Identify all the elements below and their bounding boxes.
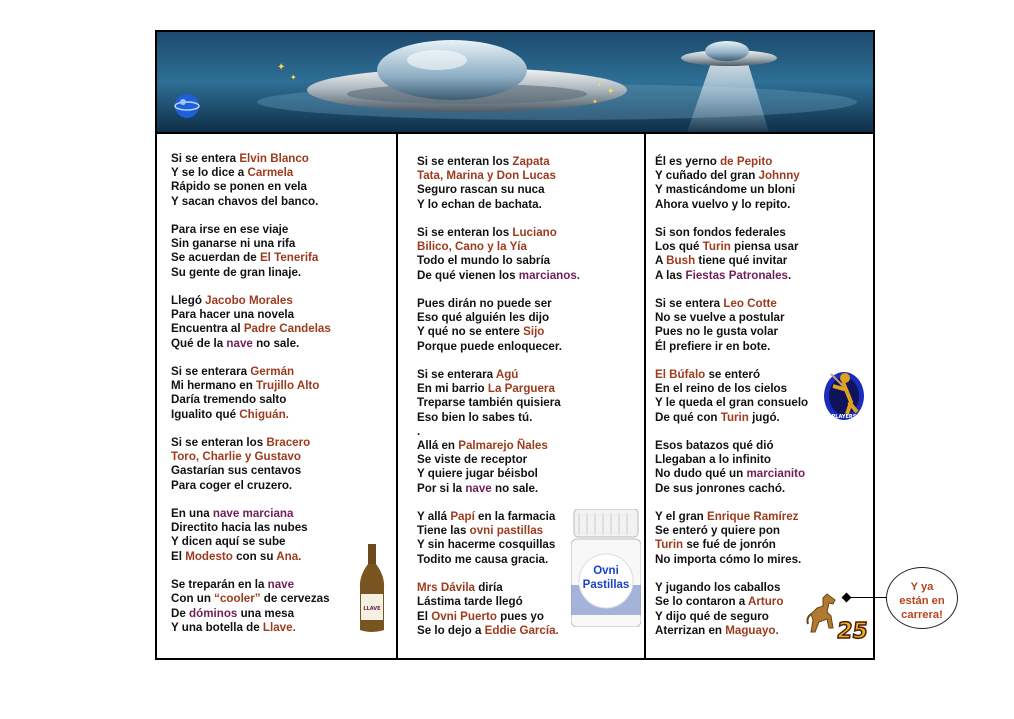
verse-text: Y sacan chavos del banco. bbox=[171, 194, 319, 208]
verse-text: De qué con bbox=[655, 410, 721, 424]
poem-line bbox=[171, 166, 331, 180]
poem-line bbox=[655, 553, 808, 567]
badge-line-2: están en bbox=[899, 595, 945, 607]
highlighted-name: Ana. bbox=[276, 549, 302, 563]
svg-text:✦: ✦ bbox=[290, 73, 297, 82]
poem-line bbox=[171, 507, 331, 521]
poem-line bbox=[655, 254, 808, 268]
verse-text: Y quiere jugar béisbol bbox=[417, 467, 538, 481]
poem-line bbox=[417, 212, 580, 226]
verse-text: Y dicen aquí se sube bbox=[171, 535, 286, 549]
poem-line bbox=[417, 368, 580, 382]
verse-text: Y jugando los caballos bbox=[655, 581, 781, 595]
highlighted-name: Padre Candelas bbox=[243, 322, 331, 336]
poem-line bbox=[417, 155, 580, 169]
verse-text: Y le queda el gran consuelo bbox=[655, 396, 809, 410]
svg-text:✦: ✦ bbox=[277, 62, 286, 73]
poem-line bbox=[171, 308, 331, 322]
highlighted-name: Bilico, Cano y la Yía bbox=[417, 240, 527, 254]
poem-line bbox=[171, 195, 331, 209]
poem-line bbox=[417, 524, 580, 538]
highlighted-name: nave bbox=[465, 481, 492, 495]
poem-line bbox=[655, 269, 808, 283]
verse-text: Llegó bbox=[171, 294, 206, 308]
verse-text: pues yo bbox=[496, 609, 544, 623]
verse-text: Él es yerno bbox=[655, 155, 721, 168]
poem-line bbox=[417, 297, 580, 311]
poem-line bbox=[171, 422, 331, 436]
poem-line bbox=[417, 183, 580, 197]
verse-text: Treparse también quisiera bbox=[417, 396, 561, 410]
poem-line bbox=[655, 482, 808, 496]
pill-label-2: Pastillas bbox=[582, 579, 630, 591]
verse-text: El bbox=[417, 609, 432, 623]
highlighted-name: Zapata bbox=[512, 155, 550, 168]
verse-text: se enteró bbox=[705, 368, 761, 382]
poem-line bbox=[655, 581, 808, 595]
svg-text:✦: ✦ bbox=[597, 82, 603, 89]
poem-line bbox=[171, 436, 331, 450]
poem-line bbox=[417, 425, 580, 439]
poem-line bbox=[655, 368, 808, 382]
highlighted-name: nave bbox=[267, 578, 295, 592]
verse-text: Pues no le gusta volar bbox=[655, 325, 779, 339]
verse-text: No importa cómo lo mires. bbox=[655, 552, 802, 566]
col1-verses bbox=[171, 152, 331, 635]
poem-line bbox=[417, 496, 580, 510]
poem-line bbox=[171, 337, 331, 351]
poem-line bbox=[655, 382, 808, 396]
poem-line bbox=[171, 393, 331, 407]
verse-text: de cervezas bbox=[260, 592, 330, 606]
poem-line bbox=[171, 493, 331, 507]
poem-line bbox=[171, 266, 331, 280]
verse-text: Eso qué alguién les dijo bbox=[417, 311, 550, 325]
highlighted-name: Papí bbox=[450, 510, 475, 524]
verse-text: . bbox=[417, 424, 421, 438]
verse-text: en la farmacia bbox=[474, 510, 556, 524]
verse-text: De sus jonrones cachó. bbox=[655, 481, 786, 495]
beer-bottle-icon bbox=[357, 544, 387, 634]
poem-line bbox=[171, 294, 331, 308]
verse-text: En el reino de los cielos bbox=[655, 382, 788, 396]
poem-line bbox=[171, 251, 331, 265]
poem-line bbox=[417, 567, 580, 581]
highlighted-name: Turin bbox=[702, 240, 731, 254]
poem-line bbox=[655, 538, 808, 552]
poem-line bbox=[417, 382, 580, 396]
highlighted-name: Mrs Dávila bbox=[417, 581, 475, 595]
poem-line bbox=[417, 581, 580, 595]
poem-line bbox=[417, 354, 580, 368]
verse-text: no sale. bbox=[252, 336, 300, 350]
poem-line bbox=[417, 411, 580, 425]
verse-text: Eso bien lo sabes tú. bbox=[417, 410, 533, 424]
poem-line bbox=[171, 408, 331, 422]
poem-line bbox=[655, 610, 808, 624]
highlighted-name: Germán bbox=[250, 365, 295, 379]
verse-text: Mi hermano en bbox=[171, 379, 257, 393]
pill-bottle bbox=[571, 509, 641, 627]
verse-text: tiene qué invitar bbox=[695, 254, 788, 268]
verse-text: Tiene las bbox=[417, 524, 470, 538]
verse-text: con su bbox=[232, 549, 277, 563]
highlighted-name: El Tenerifa bbox=[259, 251, 319, 265]
verse-text: Encuentra al bbox=[171, 322, 244, 336]
verse-text: Y cuñado del gran bbox=[655, 169, 759, 183]
highlighted-name: Luciano bbox=[512, 226, 557, 240]
badge-line-1: Y ya bbox=[910, 581, 934, 593]
highlighted-name: Bush bbox=[666, 254, 696, 268]
poem-page-frame bbox=[155, 30, 875, 660]
verse-text: Se treparán en la bbox=[171, 578, 268, 592]
poem-line bbox=[171, 223, 331, 237]
verse-text: Directito hacia las nubes bbox=[171, 521, 308, 535]
verse-text: Y el gran bbox=[655, 510, 707, 524]
verse-text: Y se lo dice a bbox=[171, 166, 248, 180]
verse-text: Para irse en ese viaje bbox=[171, 223, 289, 237]
svg-text:✦: ✦ bbox=[607, 87, 615, 97]
verse-text: Lástima tarde llegó bbox=[417, 595, 523, 609]
poem-line bbox=[417, 325, 580, 339]
poem-line bbox=[171, 280, 331, 294]
verse-text: Todito me causa gracia. bbox=[417, 552, 549, 566]
highlighted-name: Turin bbox=[655, 538, 684, 552]
col3-verses bbox=[655, 155, 808, 638]
highlighted-name: marcianito bbox=[746, 467, 806, 481]
poem-line bbox=[171, 322, 331, 336]
flying-saucer-banner bbox=[157, 32, 873, 134]
verse-text: Y una botella de bbox=[171, 620, 263, 634]
verse-text: Su gente de gran linaje. bbox=[171, 265, 302, 279]
highlighted-name: Ovni Puerto bbox=[431, 609, 497, 623]
verse-text: Por si la bbox=[417, 481, 466, 495]
highlighted-name: Toro, Charlie y Gustavo bbox=[171, 450, 301, 464]
poem-line bbox=[171, 607, 331, 621]
highlighted-name: Sijo bbox=[523, 325, 545, 339]
col2-verses bbox=[417, 155, 580, 638]
verse-text: Se lo dejo a bbox=[417, 623, 485, 637]
verse-text: Para hacer una novela bbox=[171, 308, 295, 322]
highlighted-name: Trujillo Alto bbox=[256, 379, 320, 393]
verse-text: No se vuelve a postular bbox=[655, 311, 785, 325]
poem-line bbox=[655, 311, 808, 325]
poem-line bbox=[417, 198, 580, 212]
poem-line bbox=[417, 396, 580, 410]
verse-text: De qué vienen los bbox=[417, 268, 519, 282]
poem-line bbox=[417, 240, 580, 254]
verse-text: El bbox=[171, 549, 186, 563]
poem-line bbox=[171, 592, 331, 606]
verse-text: Allá en bbox=[417, 439, 459, 453]
highlighted-name: Modesto bbox=[185, 549, 233, 563]
verse-text: no sale. bbox=[491, 481, 539, 495]
poem-line bbox=[655, 283, 808, 297]
verse-text: No dudo qué un bbox=[655, 467, 747, 481]
highlighted-name: Carmela bbox=[247, 166, 294, 180]
verse-text: se fué de jonrón bbox=[683, 538, 776, 552]
verse-text: Si son fondos federales bbox=[655, 226, 786, 240]
pill-label-1: Ovni bbox=[593, 565, 619, 577]
verse-text: Se viste de receptor bbox=[417, 453, 528, 467]
highlighted-name: Jacobo Morales bbox=[205, 294, 293, 308]
poem-line bbox=[655, 325, 808, 339]
highlighted-name: dóminos bbox=[189, 606, 238, 620]
highlighted-name: Llave. bbox=[262, 620, 296, 634]
highlighted-name: “cooler” bbox=[214, 592, 261, 606]
verse-text: Todo el mundo lo sabría bbox=[417, 254, 551, 268]
verse-text: Porque puede enloquecer. bbox=[417, 339, 562, 353]
verse-text: Los qué bbox=[655, 240, 703, 254]
poem-line bbox=[417, 467, 580, 481]
poem-line bbox=[171, 479, 331, 493]
poem-line bbox=[655, 169, 808, 183]
verse-text: Si se enteran los bbox=[171, 436, 267, 450]
verse-text: En mi barrio bbox=[417, 382, 488, 396]
highlighted-name: ovni pastillas bbox=[469, 524, 544, 538]
poem-line bbox=[655, 567, 808, 581]
verse-text: Se enteró y quiere pon bbox=[655, 524, 780, 538]
poem-line bbox=[417, 226, 580, 240]
bottle-label: LLAVE bbox=[363, 606, 381, 612]
verse-text: De bbox=[171, 606, 190, 620]
verse-text: Para coger el cruzero. bbox=[171, 478, 293, 492]
highlighted-name: La Parguera bbox=[487, 382, 555, 396]
verse-text: Aterrizan en bbox=[655, 623, 726, 637]
poem-line bbox=[417, 453, 580, 467]
verse-text: Gastarían sus centavos bbox=[171, 464, 302, 478]
verse-text: diría bbox=[475, 581, 503, 595]
highlighted-name: nave marciana bbox=[212, 507, 294, 521]
poem-line bbox=[655, 297, 808, 311]
poem-line bbox=[417, 439, 580, 453]
poem-line bbox=[655, 340, 808, 354]
verse-text: Si se entera bbox=[171, 152, 240, 165]
highlighted-name: Leo Cotte bbox=[723, 297, 777, 311]
poem-line bbox=[417, 538, 580, 552]
poem-line bbox=[417, 254, 580, 268]
verse-text: A las bbox=[655, 268, 686, 282]
highlighted-name: Fiestas Patronales bbox=[685, 268, 788, 282]
poem-line bbox=[417, 610, 580, 624]
poem-line bbox=[655, 212, 808, 226]
highlighted-name: Maguayo. bbox=[725, 623, 779, 637]
verse-text: Si se enterara bbox=[417, 368, 496, 382]
highlighted-name: Tata, Marina y Don Lucas bbox=[417, 169, 556, 183]
poem-line bbox=[655, 439, 808, 453]
highlighted-name: nave bbox=[226, 336, 253, 350]
poem-line bbox=[171, 578, 331, 592]
verse-text: En una bbox=[171, 507, 213, 521]
poem-line bbox=[655, 624, 808, 638]
ufo-sky-image bbox=[157, 32, 873, 132]
poem-line bbox=[655, 183, 808, 197]
poem-line bbox=[417, 283, 580, 297]
highlighted-name: Palmarejo Ñales bbox=[458, 439, 548, 453]
verse-text: Él prefiere ir en bote. bbox=[655, 339, 771, 353]
poem-line bbox=[171, 464, 331, 478]
highlighted-name: Johnny bbox=[758, 169, 800, 183]
poem-line bbox=[655, 155, 808, 169]
verse-text: Y masticándome un bloni bbox=[655, 183, 796, 197]
poem-line bbox=[417, 595, 580, 609]
verse-text: Y allá bbox=[417, 510, 451, 524]
highlighted-name: Enrique Ramírez bbox=[706, 510, 799, 524]
poem-line bbox=[417, 553, 580, 567]
poem-line bbox=[655, 467, 808, 481]
poem-line bbox=[171, 209, 331, 223]
poem-line bbox=[171, 450, 331, 464]
verse-text: Qué de la bbox=[171, 336, 227, 350]
verse-text: Y qué no se entere bbox=[417, 325, 524, 339]
poem-line bbox=[655, 425, 808, 439]
verse-text: jugó. bbox=[748, 410, 780, 424]
verse-text: Se acuerdan de bbox=[171, 251, 260, 265]
badge-line-3: carrera! bbox=[901, 609, 943, 621]
verse-text: . bbox=[787, 268, 792, 282]
poem-line bbox=[171, 351, 331, 365]
poem-line bbox=[655, 198, 808, 212]
poem-line bbox=[171, 621, 331, 635]
highlighted-name: Elvin Blanco bbox=[239, 152, 309, 165]
highlighted-name: Turin bbox=[720, 410, 749, 424]
verse-text: Con un bbox=[171, 592, 215, 606]
verse-text: Pues dirán no puede ser bbox=[417, 297, 552, 311]
poem-line bbox=[171, 237, 331, 251]
highlighted-name: Arturo bbox=[747, 595, 784, 609]
poem-line bbox=[655, 396, 808, 410]
poem-line bbox=[417, 340, 580, 354]
verse-text: Si se entera bbox=[655, 297, 724, 311]
page-number: 25 bbox=[835, 619, 870, 644]
verse-text: Llegaban a lo infinito bbox=[655, 453, 771, 467]
poem-line bbox=[655, 496, 808, 510]
highlighted-name: Agú bbox=[495, 368, 519, 382]
poem-line bbox=[171, 535, 331, 549]
baseball-player-icon bbox=[821, 366, 867, 422]
verse-text: Daría tremendo salto bbox=[171, 393, 287, 407]
poem-line bbox=[655, 240, 808, 254]
poem-line bbox=[171, 521, 331, 535]
verse-text: Y lo echan de bachata. bbox=[417, 197, 542, 211]
horse-icon bbox=[805, 592, 839, 638]
highlighted-name: Eddie García. bbox=[484, 623, 559, 637]
poem-line bbox=[417, 482, 580, 496]
verse-text: Se lo contaron a bbox=[655, 595, 748, 609]
highlighted-name: Bracero bbox=[266, 436, 311, 450]
verse-text: una mesa bbox=[237, 606, 295, 620]
poem-line bbox=[417, 624, 580, 638]
poem-line bbox=[171, 564, 331, 578]
poem-line bbox=[171, 550, 331, 564]
verse-text: Y sin hacerme cosquillas bbox=[417, 538, 556, 552]
highlighted-name: de Pepito bbox=[720, 155, 773, 168]
player-label: PLAYERS bbox=[831, 414, 857, 420]
verse-text: Esos batazos qué dió bbox=[655, 439, 774, 453]
poem-line bbox=[655, 453, 808, 467]
verse-text: Sin ganarse ni una rifa bbox=[171, 237, 296, 251]
verse-text: Seguro rascan su nuca bbox=[417, 183, 545, 197]
verse-text: piensa usar bbox=[730, 240, 799, 254]
poem-line bbox=[417, 269, 580, 283]
poem-line bbox=[171, 152, 331, 166]
verse-text: Si se enteran los bbox=[417, 226, 513, 240]
poem-line bbox=[417, 169, 580, 183]
poem-line bbox=[655, 354, 808, 368]
svg-text:✦: ✦ bbox=[592, 98, 598, 106]
verse-text: Si se enterara bbox=[171, 365, 251, 379]
highlighted-name: Chiguán. bbox=[239, 407, 289, 421]
verse-text: Y dijo qué de seguro bbox=[655, 609, 769, 623]
highlighted-name: El Búfalo bbox=[655, 368, 706, 382]
poem-line bbox=[171, 379, 331, 393]
poem-line bbox=[655, 226, 808, 240]
verse-text: Ahora vuelvo y lo repito. bbox=[655, 197, 791, 211]
poem-line bbox=[655, 595, 808, 609]
closing-callout-badge bbox=[886, 567, 958, 629]
poem-line bbox=[417, 510, 580, 524]
poem-line bbox=[171, 180, 331, 194]
poem-line bbox=[417, 311, 580, 325]
highlighted-name: marcianos. bbox=[518, 268, 581, 282]
poem-line bbox=[655, 524, 808, 538]
poem-line bbox=[171, 365, 331, 379]
verse-text: Si se enteran los bbox=[417, 155, 513, 168]
poem-line bbox=[655, 510, 808, 524]
connector-line bbox=[846, 597, 886, 598]
poem-line bbox=[655, 411, 808, 425]
verse-text: Rápido se ponen en vela bbox=[171, 180, 307, 194]
verse-text: A bbox=[655, 254, 667, 268]
verse-text: Igualito qué bbox=[171, 407, 240, 421]
